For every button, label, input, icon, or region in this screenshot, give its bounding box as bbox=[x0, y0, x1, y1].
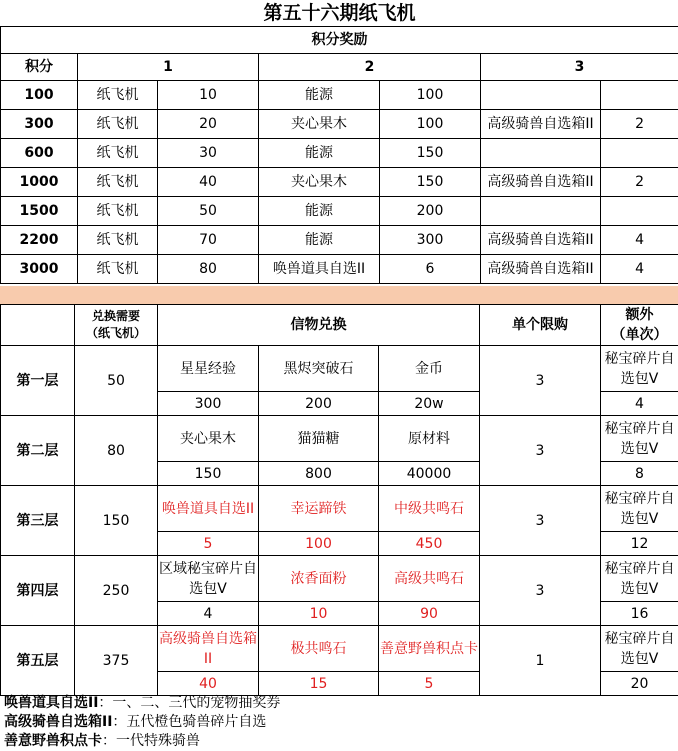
tier1-item: 纸飞机 bbox=[78, 109, 158, 138]
reward-row bbox=[1, 80, 678, 109]
tier3-item: 高级骑兽自选箱II bbox=[481, 109, 601, 138]
tier-3-header: 3 bbox=[481, 53, 678, 80]
exchange-item-name: 原材料 bbox=[379, 416, 480, 462]
col-extra-header bbox=[601, 305, 678, 346]
extra-item-qty: 12 bbox=[601, 532, 678, 556]
footnote-term: 唤兽道具自选II bbox=[4, 695, 98, 711]
reward-points: 100 bbox=[1, 80, 78, 109]
col-cost-header bbox=[75, 305, 158, 346]
exchange-item-qty: 90 bbox=[379, 602, 480, 626]
tier1-qty: 20 bbox=[158, 109, 259, 138]
footnote-term: 高级骑兽自选箱II bbox=[4, 714, 112, 730]
points-reward-table bbox=[0, 0, 678, 284]
tier2-item: 能源 bbox=[259, 225, 380, 254]
extra-item-qty: 8 bbox=[601, 462, 678, 486]
footnote bbox=[4, 694, 280, 713]
tier3-item: 高级骑兽自选箱II bbox=[481, 167, 601, 196]
tier2-qty: 150 bbox=[380, 138, 481, 167]
tier2-qty: 100 bbox=[380, 80, 481, 109]
tier3-item bbox=[481, 80, 601, 109]
tier2-item: 能源 bbox=[259, 80, 380, 109]
exchange-item-qty: 10 bbox=[259, 602, 379, 626]
extra-item-name: 秘宝碎片自选包V bbox=[601, 416, 678, 462]
tier1-qty: 50 bbox=[158, 196, 259, 225]
col-limit-header: 单个限购 bbox=[480, 305, 601, 346]
tier1-qty: 80 bbox=[158, 254, 259, 283]
exchange-item-qty: 5 bbox=[379, 672, 480, 696]
footnote-desc: ：一代特殊骑兽 bbox=[102, 733, 200, 749]
tier2-item: 唤兽道具自选II bbox=[259, 254, 380, 283]
layer-cost: 150 bbox=[75, 486, 158, 556]
exchange-item-qty: 450 bbox=[379, 532, 480, 556]
tier1-item: 纸飞机 bbox=[78, 167, 158, 196]
reward-row bbox=[1, 254, 678, 283]
reward-points: 1500 bbox=[1, 196, 78, 225]
tier3-qty: 4 bbox=[601, 254, 678, 283]
reward-points: 600 bbox=[1, 138, 78, 167]
reward-points: 300 bbox=[1, 109, 78, 138]
layer-limit: 3 bbox=[480, 416, 601, 486]
tier2-qty: 150 bbox=[380, 167, 481, 196]
tier1-item: 纸飞机 bbox=[78, 138, 158, 167]
col-points-header: 积分 bbox=[1, 53, 78, 80]
exchange-item-name: 夹心果木 bbox=[158, 416, 259, 462]
exchange-item-qty: 800 bbox=[259, 462, 379, 486]
tier3-qty: 2 bbox=[601, 109, 678, 138]
extra-item-name: 秘宝碎片自选包V bbox=[601, 556, 678, 602]
tier2-qty: 200 bbox=[380, 196, 481, 225]
tier1-item: 纸飞机 bbox=[78, 225, 158, 254]
exchange-item-name: 高级共鸣石 bbox=[379, 556, 480, 602]
reward-row bbox=[1, 167, 678, 196]
reward-row bbox=[1, 196, 678, 225]
exchange-item-qty: 4 bbox=[158, 602, 259, 626]
tier1-item: 纸飞机 bbox=[78, 196, 158, 225]
exchange-item-name: 中级共鸣石 bbox=[379, 486, 480, 532]
tier3-qty bbox=[601, 196, 678, 225]
layer-name: 第三层 bbox=[1, 486, 75, 556]
exchange-item-qty: 15 bbox=[259, 672, 379, 696]
tier1-qty: 40 bbox=[158, 167, 259, 196]
footnote bbox=[4, 732, 200, 751]
layer-name: 第四层 bbox=[1, 556, 75, 626]
layer-cost: 375 bbox=[75, 626, 158, 696]
reward-row bbox=[1, 109, 678, 138]
layer-name: 第五层 bbox=[1, 626, 75, 696]
extra-item-qty: 20 bbox=[601, 672, 678, 696]
tier3-qty: 2 bbox=[601, 167, 678, 196]
exchange-table bbox=[0, 304, 678, 696]
reward-points: 2200 bbox=[1, 225, 78, 254]
col-cost-line2: （纸飞机） bbox=[75, 325, 157, 342]
layer-cost: 80 bbox=[75, 416, 158, 486]
exchange-layer-row bbox=[1, 416, 678, 462]
exchange-item-name: 幸运蹄铁 bbox=[259, 486, 379, 532]
exchange-item-qty: 5 bbox=[158, 532, 259, 556]
extra-item-name: 秘宝碎片自选包V bbox=[601, 346, 678, 392]
rewards-section-title: 积分奖励 bbox=[1, 26, 678, 53]
layer-limit: 3 bbox=[480, 346, 601, 416]
exchange-item-name: 唤兽道具自选II bbox=[158, 486, 259, 532]
exchange-item-qty: 40 bbox=[158, 672, 259, 696]
exchange-item-name: 浓香面粉 bbox=[259, 556, 379, 602]
footnote-term: 善意野兽积点卡 bbox=[4, 733, 102, 749]
exchange-item-name: 极共鸣石 bbox=[259, 626, 379, 672]
layer-cost: 50 bbox=[75, 346, 158, 416]
reward-points: 1000 bbox=[1, 167, 78, 196]
col-extra-line2: （单次） bbox=[601, 325, 678, 345]
exchange-layer-row bbox=[1, 486, 678, 532]
extra-item-name: 秘宝碎片自选包V bbox=[601, 626, 678, 672]
tier-2-header: 2 bbox=[259, 53, 481, 80]
tier2-item: 能源 bbox=[259, 138, 380, 167]
extra-item-qty: 16 bbox=[601, 602, 678, 626]
tier2-qty: 300 bbox=[380, 225, 481, 254]
layer-limit: 3 bbox=[480, 556, 601, 626]
exchange-item-qty: 150 bbox=[158, 462, 259, 486]
section-divider-band bbox=[0, 286, 678, 304]
exchange-layer-row bbox=[1, 346, 678, 392]
tier2-qty: 6 bbox=[380, 254, 481, 283]
footnote-desc: ：一、二、三代的宠物抽奖券 bbox=[98, 695, 280, 711]
tier1-qty: 70 bbox=[158, 225, 259, 254]
exchange-item-name: 金币 bbox=[379, 346, 480, 392]
exchange-item-name: 区域秘宝碎片自选包V bbox=[158, 556, 259, 602]
exchange-item-name: 星星经验 bbox=[158, 346, 259, 392]
tier2-item: 能源 bbox=[259, 196, 380, 225]
exchange-item-qty: 20w bbox=[379, 392, 480, 416]
reward-points: 3000 bbox=[1, 254, 78, 283]
col-cost-line1: 兑换需要 bbox=[75, 308, 157, 325]
tier3-item: 高级骑兽自选箱II bbox=[481, 254, 601, 283]
tier3-qty bbox=[601, 80, 678, 109]
tier3-item: 高级骑兽自选箱II bbox=[481, 225, 601, 254]
tier1-qty: 30 bbox=[158, 138, 259, 167]
footnote bbox=[4, 713, 266, 732]
tier3-item bbox=[481, 138, 601, 167]
tier2-item: 夹心果木 bbox=[259, 167, 380, 196]
layer-header-blank bbox=[1, 305, 75, 346]
reward-row bbox=[1, 225, 678, 254]
exchange-item-name: 善意野兽积点卡 bbox=[379, 626, 480, 672]
exchange-layer-row bbox=[1, 556, 678, 602]
footnote-desc: ：五代橙色骑兽碎片自选 bbox=[112, 714, 266, 730]
exchange-item-qty: 200 bbox=[259, 392, 379, 416]
tier1-qty: 10 bbox=[158, 80, 259, 109]
reward-row bbox=[1, 138, 678, 167]
tier3-qty: 4 bbox=[601, 225, 678, 254]
extra-item-qty: 4 bbox=[601, 392, 678, 416]
layer-name: 第二层 bbox=[1, 416, 75, 486]
exchange-item-name: 高级骑兽自选箱II bbox=[158, 626, 259, 672]
col-extra-line1: 额外 bbox=[601, 305, 678, 325]
tier1-item: 纸飞机 bbox=[78, 254, 158, 283]
tier1-item: 纸飞机 bbox=[78, 80, 158, 109]
tier2-qty: 100 bbox=[380, 109, 481, 138]
tier3-qty bbox=[601, 138, 678, 167]
exchange-item-qty: 300 bbox=[158, 392, 259, 416]
exchange-item-name: 猫猫糖 bbox=[259, 416, 379, 462]
tier2-item: 夹心果木 bbox=[259, 109, 380, 138]
tier3-item bbox=[481, 196, 601, 225]
layer-limit: 1 bbox=[480, 626, 601, 696]
exchange-item-qty: 40000 bbox=[379, 462, 480, 486]
exchange-layer-row bbox=[1, 626, 678, 672]
col-items-header: 信物兑换 bbox=[158, 305, 480, 346]
layer-cost: 250 bbox=[75, 556, 158, 626]
extra-item-name: 秘宝碎片自选包V bbox=[601, 486, 678, 532]
layer-limit: 3 bbox=[480, 486, 601, 556]
layer-name: 第一层 bbox=[1, 346, 75, 416]
exchange-item-qty: 100 bbox=[259, 532, 379, 556]
page-title: 第五十六期纸飞机 bbox=[1, 0, 678, 26]
exchange-item-name: 黑烬突破石 bbox=[259, 346, 379, 392]
tier-1-header: 1 bbox=[78, 53, 259, 80]
